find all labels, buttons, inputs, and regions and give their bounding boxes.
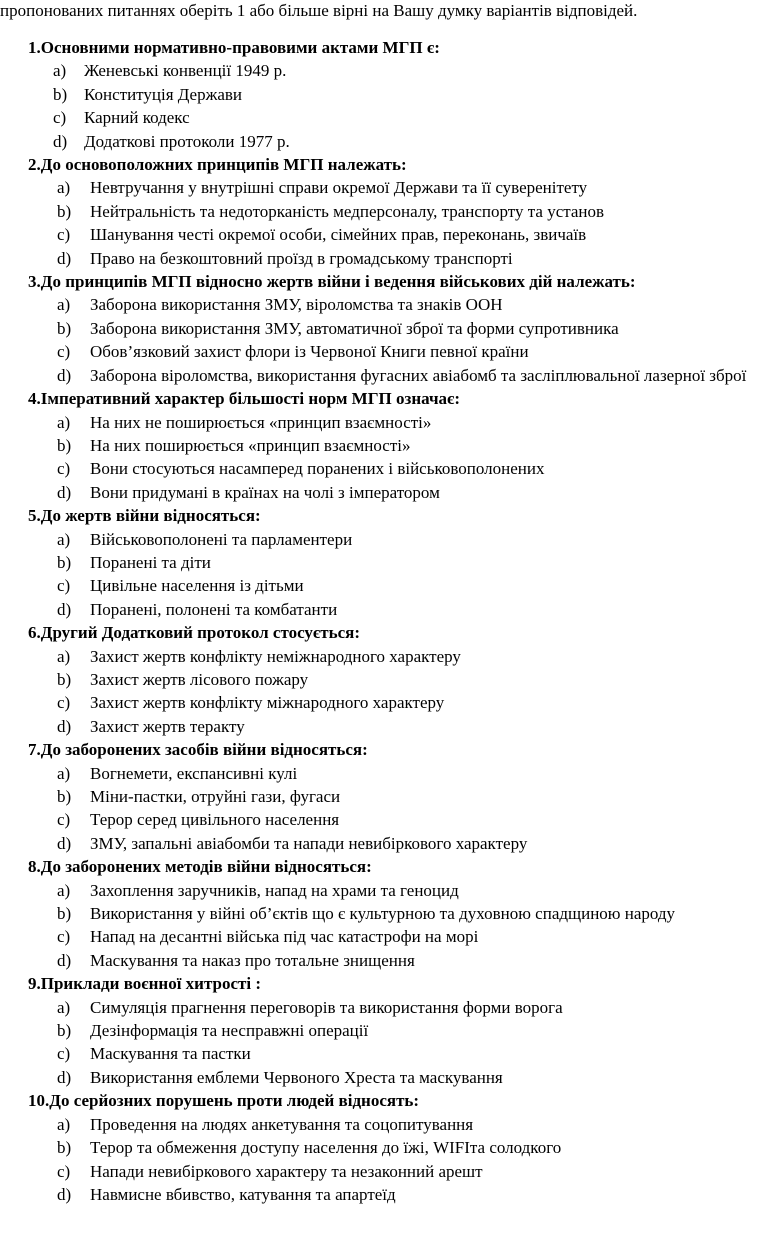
option-letter: c) bbox=[53, 108, 67, 128]
answer-options bbox=[28, 996, 766, 1090]
answer-option-d[interactable] bbox=[28, 364, 766, 387]
question-title: 8.До заборонених методів війни відносяться: bbox=[28, 857, 372, 877]
answer-option-b[interactable] bbox=[28, 200, 766, 223]
option-letter: c) bbox=[57, 693, 71, 713]
option-letter: a) bbox=[57, 295, 71, 315]
question-4 bbox=[28, 387, 766, 504]
option-text: Використання у війні об’єктів що є культурною та духовною спадщиною народу bbox=[90, 904, 676, 924]
answer-option-b[interactable] bbox=[28, 83, 766, 106]
answer-options bbox=[28, 528, 766, 622]
option-text: Женевські конвенції 1949 р. bbox=[84, 61, 287, 81]
answer-option-b[interactable] bbox=[28, 551, 766, 574]
answer-option-b[interactable] bbox=[28, 1019, 766, 1042]
answer-option-b[interactable] bbox=[28, 434, 766, 457]
question-2 bbox=[28, 153, 766, 270]
option-letter: c) bbox=[57, 225, 71, 245]
question-5 bbox=[28, 504, 766, 621]
option-text: Симуляція прагнення переговорів та використання форми ворога bbox=[90, 997, 563, 1017]
option-letter: c) bbox=[57, 342, 71, 362]
option-letter: b) bbox=[57, 552, 72, 572]
option-letter: b) bbox=[57, 435, 72, 455]
option-text: На них не поширюється «принцип взаємності» bbox=[90, 412, 432, 432]
option-letter: c) bbox=[57, 927, 71, 947]
question-title: 3.До принципів МГП відносно жертв війни і ведення військових дій належать: bbox=[28, 272, 636, 292]
answer-option-b[interactable] bbox=[28, 1136, 766, 1159]
option-text: Нейтральність та недоторканість медперсоналу, транспорту та установ bbox=[90, 201, 605, 221]
answer-option-d[interactable] bbox=[28, 247, 766, 270]
answer-option-b[interactable] bbox=[28, 785, 766, 808]
option-text: Міни-пастки, отруйні гази, фугаси bbox=[90, 787, 341, 806]
option-letter: c) bbox=[57, 576, 71, 596]
option-text: Право на безкоштовний проїзд в громадському транспорті bbox=[90, 248, 513, 268]
answer-option-d[interactable] bbox=[28, 949, 766, 972]
answer-options bbox=[28, 879, 766, 973]
option-text: Захист жертв теракту bbox=[90, 716, 245, 736]
option-text: Терор серед цивільного населення bbox=[90, 810, 340, 830]
option-text: Вогнемети, експансивні кулі bbox=[90, 763, 298, 783]
answer-option-c[interactable] bbox=[28, 1160, 766, 1183]
question-title: 6.Другий Додатковий протокол стосується: bbox=[28, 623, 360, 643]
option-letter: d) bbox=[57, 833, 72, 853]
answer-options bbox=[28, 411, 766, 505]
answer-option-c[interactable] bbox=[28, 223, 766, 246]
option-text: Вони стосуються насамперед поранених і військовополонених bbox=[90, 459, 545, 479]
question-title: 4.Імперативний характер більшості норм МГП означає: bbox=[28, 389, 461, 409]
answer-option-d[interactable] bbox=[28, 130, 766, 153]
option-letter: b) bbox=[53, 84, 68, 104]
option-text: Заборона віроломства, використання фугасних авіабомб та засліплювальної лазерної зброї bbox=[90, 365, 747, 385]
answer-option-c[interactable] bbox=[28, 106, 766, 129]
option-letter: b) bbox=[57, 669, 72, 689]
option-text: Додаткові протоколи 1977 р. bbox=[84, 131, 290, 151]
option-letter: d) bbox=[53, 131, 68, 151]
option-letter: c) bbox=[57, 1161, 71, 1181]
option-letter: b) bbox=[57, 904, 72, 924]
option-text: Напад на десантні війська під час катастрофи на морі bbox=[90, 927, 479, 947]
option-letter: c) bbox=[57, 459, 71, 479]
answer-option-d[interactable] bbox=[28, 598, 766, 621]
option-letter: b) bbox=[57, 787, 72, 806]
answer-option-a[interactable] bbox=[28, 293, 766, 316]
option-letter: d) bbox=[57, 482, 72, 502]
option-text: Невтручання у внутрішні справи окремої Держави та її суверенітету bbox=[90, 178, 588, 198]
option-text: Обов’язковий захист флори із Червоної Книги певної країни bbox=[90, 342, 529, 362]
answer-option-d[interactable] bbox=[28, 481, 766, 504]
question-title: 7.До заборонених засобів війни відносяться: bbox=[28, 740, 368, 760]
answer-option-d[interactable] bbox=[28, 832, 766, 855]
option-text: Навмисне вбивство, катування та апартеїд bbox=[90, 1184, 396, 1204]
option-letter: a) bbox=[57, 529, 71, 549]
option-text: Напади невибіркового характеру та незаконний арешт bbox=[90, 1161, 483, 1181]
question-7 bbox=[28, 738, 766, 855]
option-letter: b) bbox=[57, 1021, 72, 1041]
option-text: Захоплення заручників, напад на храми та геноцид bbox=[90, 880, 459, 900]
option-letter: b) bbox=[57, 318, 72, 338]
answer-options bbox=[28, 1113, 766, 1207]
question-list bbox=[28, 36, 766, 1206]
answer-option-d[interactable] bbox=[28, 1183, 766, 1206]
option-letter: c) bbox=[57, 1044, 71, 1064]
option-letter: d) bbox=[57, 1184, 72, 1204]
question-6 bbox=[28, 621, 766, 738]
option-letter: a) bbox=[57, 997, 71, 1017]
answer-option-c[interactable] bbox=[28, 1042, 766, 1065]
option-text: Маскування та пастки bbox=[90, 1044, 251, 1064]
question-1 bbox=[28, 36, 766, 153]
question-8 bbox=[28, 855, 766, 972]
answer-option-d[interactable] bbox=[28, 1066, 766, 1089]
answer-option-a[interactable] bbox=[28, 762, 766, 785]
instructions-text: пропонованих питаннях оберіть 1 або більше вірні на Вашу думку варіантів відповідей. bbox=[0, 1, 638, 20]
option-letter: a) bbox=[57, 646, 71, 666]
option-text: ЗМУ, запальні авіабомби та напади невибіркового характеру bbox=[90, 833, 528, 853]
option-letter: d) bbox=[57, 716, 72, 736]
answer-option-d[interactable] bbox=[28, 715, 766, 738]
question-title: 10.До серйозних порушень проти людей відносять: bbox=[28, 1091, 420, 1111]
option-letter: d) bbox=[57, 248, 72, 268]
option-text: Шанування честі окремої особи, сімейних прав, переконань, звичаїв bbox=[90, 225, 587, 245]
answer-option-b[interactable] bbox=[28, 668, 766, 691]
answer-option-c[interactable] bbox=[28, 925, 766, 948]
answer-option-a[interactable] bbox=[28, 176, 766, 199]
answer-options bbox=[28, 59, 766, 153]
option-text: Конституція Держави bbox=[84, 84, 243, 104]
option-letter: a) bbox=[53, 61, 67, 81]
option-letter: a) bbox=[57, 412, 71, 432]
answer-option-c[interactable] bbox=[28, 340, 766, 363]
option-text: Поранені, полонені та комбатанти bbox=[90, 599, 338, 619]
option-letter: a) bbox=[57, 1114, 71, 1134]
option-text: Захист жертв лісового пожару bbox=[90, 669, 309, 689]
question-3 bbox=[28, 270, 766, 387]
answer-option-b[interactable] bbox=[28, 317, 766, 340]
option-letter: b) bbox=[57, 1138, 72, 1158]
answer-option-a[interactable] bbox=[28, 528, 766, 551]
question-title: 1.Основними нормативно-правовими актами МГП є: bbox=[28, 38, 440, 57]
option-text: Заборона використання ЗМУ, віроломства та знаків ООН bbox=[90, 295, 503, 315]
answer-options bbox=[28, 762, 766, 856]
option-text: Дезінформація та несправжні операції bbox=[90, 1021, 369, 1041]
question-9 bbox=[28, 972, 766, 1089]
answer-options bbox=[28, 176, 766, 270]
option-letter: a) bbox=[57, 763, 71, 783]
option-letter: a) bbox=[57, 178, 71, 198]
option-letter: b) bbox=[57, 201, 72, 221]
answer-options bbox=[28, 645, 766, 739]
option-text: Вони придумані в країнах на чолі з імператором bbox=[90, 482, 440, 502]
answer-option-a[interactable] bbox=[28, 411, 766, 434]
option-text: Використання емблеми Червоного Хреста та маскування bbox=[90, 1067, 503, 1087]
question-10 bbox=[28, 1089, 766, 1206]
answer-option-a[interactable] bbox=[28, 59, 766, 82]
option-letter: d) bbox=[57, 950, 72, 970]
option-text: Військовополонені та парламентери bbox=[90, 529, 353, 549]
answer-option-c[interactable] bbox=[28, 808, 766, 831]
answer-option-c[interactable] bbox=[28, 691, 766, 714]
answer-option-a[interactable] bbox=[28, 879, 766, 902]
option-letter: c) bbox=[57, 810, 71, 830]
option-text: Терор та обмеження доступу населення до їжі, WIFIта солодкого bbox=[90, 1138, 562, 1158]
question-title: 2.До основоположних принципів МГП належать: bbox=[28, 155, 407, 175]
option-letter: a) bbox=[57, 880, 71, 900]
option-text: Захист жертв конфлікту неміжнародного характеру bbox=[90, 646, 461, 666]
option-letter: d) bbox=[57, 1067, 72, 1087]
answer-option-b[interactable] bbox=[28, 902, 766, 925]
option-text: Захист жертв конфлікту міжнародного характеру bbox=[90, 693, 445, 713]
option-letter: d) bbox=[57, 365, 72, 385]
option-text: На них поширюється «принцип взаємності» bbox=[90, 435, 411, 455]
option-text: Проведення на людях анкетування та соцопитування bbox=[90, 1114, 474, 1134]
answer-option-c[interactable] bbox=[28, 457, 766, 480]
option-text: Маскування та наказ про тотальне знищення bbox=[90, 950, 415, 970]
option-text: Заборона використання ЗМУ, автоматичної зброї та форми супротивника bbox=[90, 318, 619, 338]
option-text: Цивільне населення із дітьми bbox=[90, 576, 304, 596]
answer-option-c[interactable] bbox=[28, 574, 766, 597]
question-title: 9.Приклади воєнної хитрості : bbox=[28, 974, 262, 994]
option-text: Карний кодекс bbox=[84, 108, 190, 128]
question-title: 5.До жертв війни відносяться: bbox=[28, 506, 261, 526]
option-text: Поранені та діти bbox=[90, 552, 211, 572]
answer-option-a[interactable] bbox=[28, 645, 766, 668]
answer-options bbox=[28, 293, 766, 387]
answer-option-a[interactable] bbox=[28, 996, 766, 1019]
answer-option-a[interactable] bbox=[28, 1113, 766, 1136]
option-letter: d) bbox=[57, 599, 72, 619]
